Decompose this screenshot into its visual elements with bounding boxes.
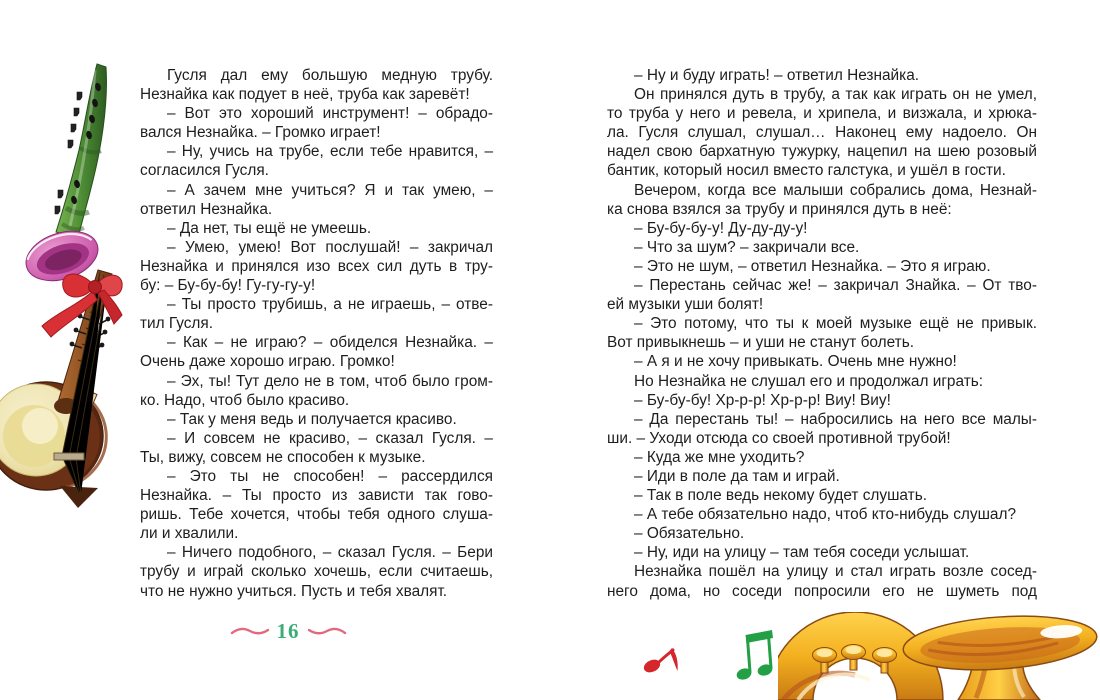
paragraph [140, 410, 493, 429]
paragraph [140, 467, 493, 543]
paragraph [607, 562, 1037, 600]
paragraph [607, 219, 1037, 238]
paragraph [607, 524, 1037, 543]
text-line: бу: – Бу-бу-бу! Гу-гу-гу-у! [140, 277, 316, 295]
text-line: ей музыки уши болят! [607, 296, 764, 314]
text-line: ответил Незнайка. [140, 200, 273, 218]
right-page-text [607, 66, 1037, 601]
text-line: – Это ты не способен! – рассердился [167, 467, 493, 485]
text-line: надел свою бархатную тужурку, нацепил на шею розовый [607, 143, 1037, 161]
left-page-text [140, 66, 493, 601]
text-line: – Да нет, ты ещё не умеешь. [167, 219, 372, 237]
tuba-illustration [778, 612, 1100, 700]
domra-illustration [0, 256, 128, 556]
paragraph [607, 352, 1037, 371]
text-line: – Так в поле ведь некому будет слушать. [634, 487, 927, 505]
paragraph [140, 238, 493, 295]
paragraph [140, 295, 493, 333]
text-line: – И совсем не красиво, – сказал Гусля. – [167, 429, 493, 447]
text-line: Гусля дал ему большую медную трубу. [167, 67, 493, 84]
text-line: бантик, который носил вместо галстука, и ушёл в гости. [607, 162, 1006, 180]
paragraph [607, 85, 1037, 180]
text-line: Но Незнайка не слушал его и продолжал играть: [634, 372, 984, 390]
paragraph [140, 219, 493, 238]
text-line: Незнайка. – Ты просто из зависти так гово- [140, 487, 493, 505]
music-notes-icons [635, 625, 785, 695]
paragraph [607, 314, 1037, 352]
green-notes-icon [735, 630, 774, 681]
page-number-footer [222, 617, 354, 645]
paragraph [607, 505, 1037, 524]
text-line: ши. – Уходи отсюда со своей противной трубой! [607, 429, 951, 447]
paragraph [607, 238, 1037, 257]
paragraph [140, 333, 493, 371]
paragraph [607, 486, 1037, 505]
text-line: – Бу-бу-бу! Хр-р-р! Хр-р-р! Виу! Виу! [634, 391, 891, 409]
text-line: – А я и не хочу привыкать. Очень мне нужно! [634, 353, 957, 371]
paragraph [607, 257, 1037, 276]
red-note-icon [642, 648, 678, 675]
text-line: – Ну и буду играть! – ответил Незнайка. [634, 67, 920, 84]
text-line: вался Незнайка. – Громко играет! [140, 124, 381, 142]
text-line: – Обязательно. [634, 525, 745, 543]
text-line: ка снова взялся за трубу и принялся дуть в неё: [607, 200, 952, 218]
paragraph [607, 543, 1037, 562]
paragraph [140, 142, 493, 180]
text-line: Вот привыкнешь – и уши не станут болеть. [607, 334, 914, 352]
paragraph [607, 66, 1037, 85]
text-line: Очень даже хорошо играю. Громко! [140, 353, 395, 371]
paragraph [607, 410, 1037, 448]
text-line: – Как – не играю? – обиделся Незнайка. – [167, 334, 493, 352]
paragraph [607, 448, 1037, 467]
text-line: Незнайка пошёл на улицу и стал играть возле сосед- [634, 563, 1037, 581]
text-line: – Ну, учись на трубе, если тебе нравится, – [167, 143, 493, 161]
paragraph [607, 181, 1037, 219]
text-line: – А зачем мне учиться? Я и так умею, – [167, 181, 493, 199]
text-line: ла. Гусля слушал, слушал… Наконец ему надоело. Он [607, 124, 1037, 142]
text-line: – Так у меня ведь и получается красиво. [167, 410, 457, 428]
page-number: 16 [276, 618, 300, 643]
paragraph [140, 181, 493, 219]
text-line: – Ничего подобного, – сказал Гусля. – Бери [167, 544, 493, 562]
text-line: ришь. Тебе хочется, чтобы тебя одного слуша- [140, 506, 493, 524]
text-line: тил Гусля. [140, 315, 214, 333]
paragraph [607, 372, 1037, 391]
paragraph [140, 104, 493, 142]
paragraph [607, 391, 1037, 410]
text-line: – Бу-бу-бу-у! Ду-ду-ду-у! [634, 219, 808, 237]
text-line: – Куда же мне уходить? [634, 448, 805, 466]
squiggle-ornament-right [307, 625, 347, 637]
text-line: ли и хвалили. [140, 525, 239, 543]
text-line: – Эх, ты! Тут дело не в том, чтоб было гром- [167, 372, 493, 390]
text-line: – Это не шум, – ответил Незнайка. – Это я играю. [634, 257, 991, 275]
text-line: него дома, но соседи попросили его не шуметь под [607, 582, 1037, 600]
paragraph [140, 429, 493, 467]
text-line: – Умею, умею! Вот послушай! – закричал [167, 238, 493, 256]
paragraph [140, 66, 493, 104]
text-line: ко. Надо, чтоб было красиво. [140, 391, 350, 409]
text-line: – А тебе обязательно надо, чтоб кто-нибудь слушал? [634, 506, 1017, 524]
text-line: Незнайка и принялся изо всех сил дуть в тру- [140, 257, 493, 275]
text-line: Незнайка как подует в неё, труба как заревёт! [140, 86, 470, 104]
text-line: Вечером, когда все малыши собрались дома, Незнай- [634, 181, 1037, 199]
text-line: – Да перестань ты! – набросились на него все малы- [634, 410, 1037, 428]
text-line: – Перестань сейчас же! – закричал Знайка. – От тво- [634, 277, 1037, 295]
text-line: – Иди в поле да там и играй. [634, 467, 840, 485]
text-line: – Ну, иди на улицу – там тебя соседи услышат. [634, 544, 970, 562]
text-line: Он принялся дуть в трубу, а так как играть он не умел, [634, 86, 1037, 104]
text-line: – Это потому, что ты к моей музыке ещё не привык. [634, 315, 1037, 333]
text-line: Ты, вижу, совсем не способен к музыке. [140, 448, 426, 466]
paragraph [140, 372, 493, 410]
text-line: трубу и играй сколько хочешь, если считаешь, [140, 563, 493, 581]
text-line: – Что за шум? – закричали все. [634, 238, 860, 256]
paragraph [140, 543, 493, 600]
paragraph [607, 276, 1037, 314]
text-line: согласился Гусля. [140, 162, 269, 180]
text-line: что не нужно учиться. Пусть и тебя хвалят. [140, 582, 448, 600]
text-line: то труба у него и ревела, и хрипела, и визжала, и хрюка- [607, 105, 1037, 123]
tuba-valves [813, 645, 897, 674]
text-line: – Ты просто трубишь, а не играешь, – отве- [167, 296, 493, 314]
squiggle-ornament-left [230, 625, 270, 637]
text-line: – Вот это хороший инструмент! – обрадо- [167, 105, 493, 123]
paragraph [607, 467, 1037, 486]
